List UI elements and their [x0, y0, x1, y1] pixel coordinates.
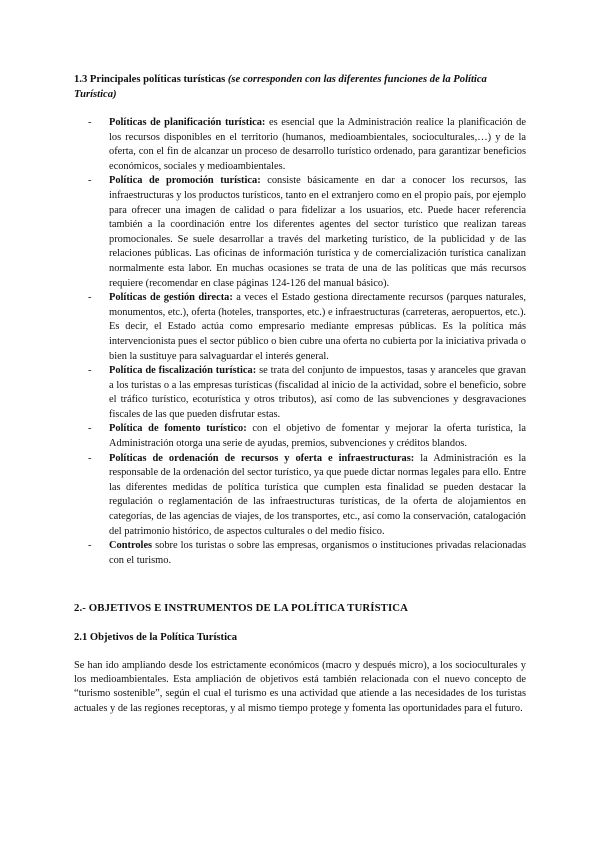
policy-text: consiste básicamente en dar a conocer los recursos, las infraestructuras y los productos turísticos, tanto en el extranjero como en el propio país, por ejemplo para ofrecer una imagen de calidad o para fidelizar a los usuarios, etc. Puede hacer referencia también a la coordinación entre los diferentes agentes del sector turístico que realizan tareas promocionales. Se suele desarrollar a través del marketing turístico, de la publicidad y de las relaciones públicas. Las oficinas de información turística y de comercialización turística canalizan normalmente esta labor. En muchas ocasiones se trata de una de las políticas que más recursos requiere (recomendar en clase páginas 124-126 del manual básico).	[109, 175, 526, 289]
policy-title: Política de promoción turística:	[109, 175, 261, 187]
policy-text: sobre los turistas o sobre las empresas, organismos o instituciones privadas relacionadas con el turismo.	[109, 540, 526, 566]
list-item	[88, 364, 526, 422]
dash-bullet: -	[88, 292, 92, 304]
dash-bullet: -	[88, 540, 92, 552]
policy-title: Política de fiscalización turística:	[109, 365, 257, 377]
list-item	[88, 174, 526, 291]
section-2-heading: 2.- OBJETIVOS E INSTRUMENTOS DE LA POLÍTICA TURÍSTICA	[74, 602, 409, 614]
dash-bullet: -	[88, 117, 92, 128]
policy-text: es esencial que la Administración realice la planificación de los recursos disponibles en el territorio (humanos, medioambientales, socioculturales,…) y de la oferta, con el fin de alcanzar un proceso de desarrollo turístico ordenado, para garantizar beneficios económicos, sociales y medioambientales.	[109, 117, 526, 172]
policy-text: se trata del conjunto de impuestos, tasas y aranceles que gravan a los turistas o a las empresas turísticas (fiscalidad al inicio de la actividad, sobre el beneficio, sobre el tráfico turístico, ecoturística y otros tributos), así como de las subvenciones y desgravaciones fiscales de las que pueden disfrutar estas.	[109, 365, 526, 420]
policy-title: Políticas de gestión directa:	[109, 292, 233, 304]
policy-list	[88, 116, 526, 568]
list-item	[88, 539, 526, 568]
section-1-3-subtitle: (se corresponden con las diferentes funciones de la Política Turística)	[74, 74, 487, 100]
policy-text: con el objetivo de fomentar y mejorar la oferta turística, la Administración otorga una serie de ayudas, premios, subvenciones y créditos blandos.	[109, 423, 526, 450]
list-item	[88, 291, 526, 364]
dash-bullet: -	[88, 365, 92, 377]
section-1-3-heading	[74, 73, 526, 102]
section-2-1-paragraph: Se han ido ampliando desde los estrictamente económicos (macro y después micro), a los socioculturales y los medioambientales. Esta ampliación de objetivos está también relacionada con el nuevo concepto de “turismo sostenible”, según el cual el turismo es una actividad que atiende a las necesidades de los turistas actuales y de las regiones receptoras, y al mismo tiempo protege y fomenta las oportunidades para el futuro.	[74, 660, 526, 714]
policy-title: Controles	[109, 540, 153, 552]
dash-bullet: -	[88, 452, 92, 464]
section-1-3-title: 1.3 Principales políticas turísticas	[74, 74, 226, 85]
section-2-1-heading: 2.1 Objetivos de la Política Turística	[74, 632, 238, 643]
policy-title: Política de fomento turístico:	[109, 423, 247, 435]
policy-text: la Administración es la responsable de la ordenación del sector turístico, ya que puede dictar normas legales para ello. Entre las diferentes medidas de política turística que cumplen esta finalidad se pueden destacar la regulación o reglamentación de las infraestructuras turísticas, de la oferta de alojamientos en categorías, de las agencias de viajes, de los transportes, etc., así como la conservación, catalogación del patrimonio histórico, de aspectos culturales o del medio físico.	[109, 452, 526, 537]
dash-bullet: -	[88, 175, 92, 187]
list-item	[88, 116, 526, 174]
dash-bullet: -	[88, 423, 92, 435]
list-item	[88, 452, 526, 540]
list-item	[88, 422, 526, 451]
policy-text: a veces el Estado gestiona directamente recursos (parques naturales, monumentos, etc.), oferta (hoteles, transportes, etc.) e infraestructuras (carreteras, aeropuertos, etc.). Es decir, el Estado actúa como empresario mediante empresas públicas. Es la política más intervencionista pues el sector público o bien cubre una oferta no cubierta por la iniciativa privada o bien la sustituye para salvaguardar el interés general.	[109, 292, 526, 362]
policy-title: Políticas de planificación turística:	[109, 117, 266, 128]
policy-title: Políticas de ordenación de recursos y oferta e infraestructuras:	[109, 452, 415, 464]
